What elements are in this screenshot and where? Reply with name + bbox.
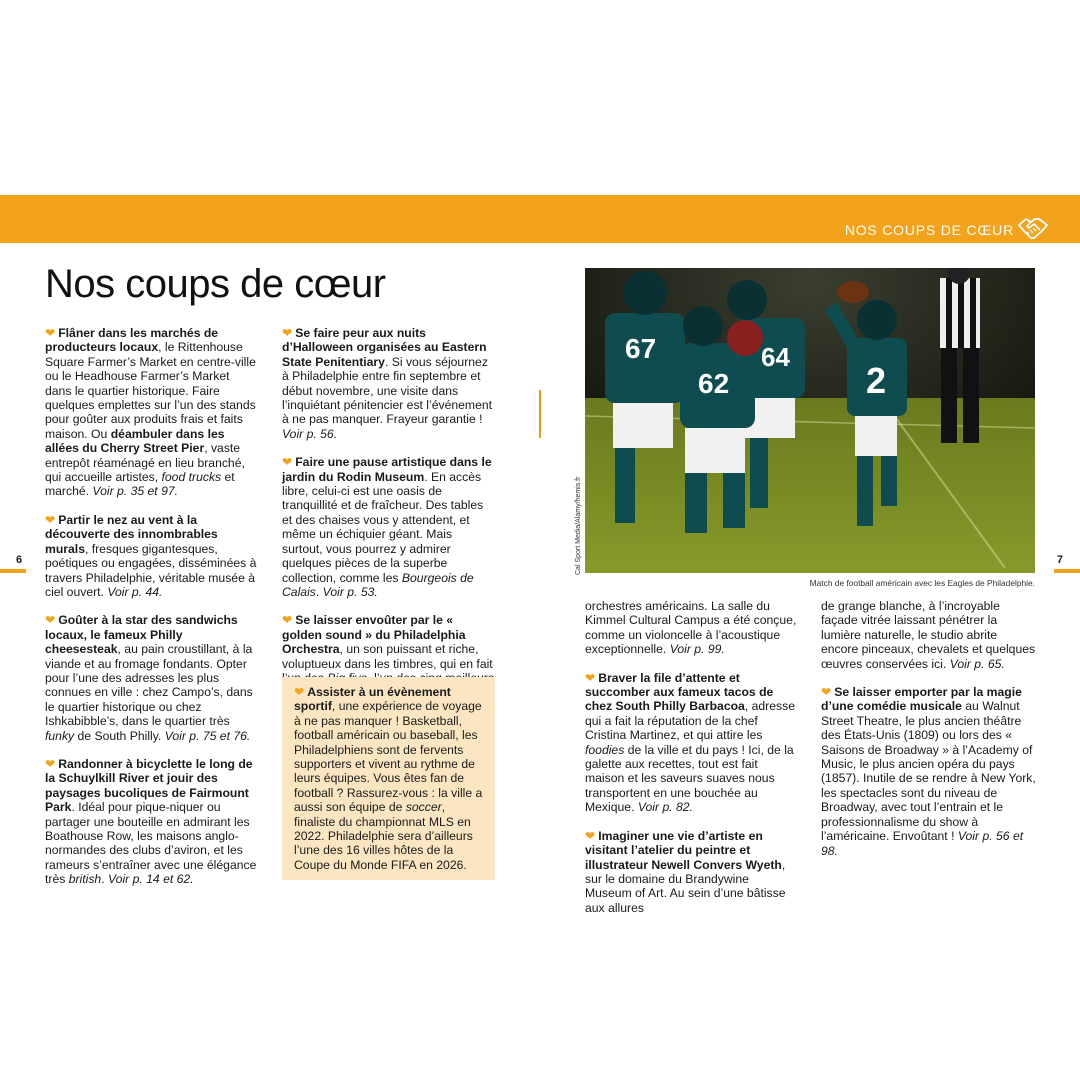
jersey-number: 64 <box>761 342 790 372</box>
entry-halloween: ❤ Se faire peur aux nuits d’Halloween organisées au Eastern State Penitentiary. Si vous séjournez à Philadelphie entre fin septembre et début novembre, une visite dans l’inquiétant pénitencier est l’événement à ne pas manquer. Frayeur garantie ! Voir p. 56. <box>282 326 493 441</box>
heart-icon: ❤ <box>821 685 832 700</box>
entry-orchestra: ❤ Se laisser envoûter par le « golden sound » du Philadelphia Orchestra, un son puissant et riche, voluptueux dans les timbres, qui en fait <box>282 613 493 671</box>
heart-icon: ❤ <box>45 613 56 628</box>
entry-cheesesteak: ❤ Goûter à la star des sandwichs locaux, le fameux Philly cheesesteak, au pain croustillant, à la viande et au fromage fondants. Opter pour l’une des adresses les plus connues en ville : chez Campo’s, dans le quartier historique ou chez Ishkabibble’s, dans le quartier très funky de South Philly. Voir p. 75 et 76. <box>45 613 253 743</box>
opponent-helmet <box>727 320 763 356</box>
heart-icon: ❤ <box>585 670 596 685</box>
column-1 <box>45 326 257 901</box>
entry-murals: ❤ Partir le nez au vent à la découverte des innombrables murals, fresques gigantesques, poétiques ou engagées, disséminées à travers Philadelphie, véritable musée à ciel ouvert. Voir p. 44. <box>45 512 257 599</box>
football-photo <box>585 268 1035 573</box>
heart-icon: ❤ <box>585 828 596 843</box>
football <box>837 281 869 303</box>
section-title: NOS COUPS DE CŒUR <box>844 222 1014 238</box>
heart-icon: ❤ <box>45 326 56 340</box>
heart-icon: ❤ <box>45 756 56 771</box>
column-4 <box>821 599 1036 872</box>
page-spine <box>539 390 541 438</box>
column-3 <box>585 599 797 929</box>
entry-wyeth-continued: de grange blanche, à l’incroyable façade vitrée laissant pénétrer la lumière naturelle, le studio abrite encore pinceaux, chevalets et quelques œuvres conservées ici. Voir p. 65. <box>821 599 1036 671</box>
page-title: Nos coups de cœur <box>45 262 386 306</box>
heart-icon: ❤ <box>282 613 293 628</box>
heart-icon: ❤ <box>282 455 293 470</box>
entry-bicycle: ❤ Randonner à bicyclette le long de la Schuylkill River et jouir des paysages bucoliques de Fairmount Park. Idéal pour pique-niquer ou partager une bouteille en admirant les Boathouse Row, les maisons anglo-normandes des clubs d’aviron, et les rameurs s’entraîner avec une élégance très british. Voir p. 14 et 62. <box>45 756 257 887</box>
sport-highlight-box: ❤ Assister à un évènement sportif, une expérience de voyage à ne pas manquer ! Basketball, football américain ou baseball, les Philadelphiens sont de fervents supporters et vivent au rythme de leurs équipes. Vous êtes fan de football ? Rassurez-vous : la ville a aussi son équipe de soccer, finaliste du championnat MLS en 2022. Philadelphie sera d’ailleurs l’une des 16 villes hôtes de la Coupe du Monde FIFA en 2026. <box>282 677 495 880</box>
entry-wyeth: ❤ Imaginer une vie d’artiste en visitant l’atelier du peintre et illustrateur Newell Convers Wyeth, sur le domaine du Brandywine Museum of Art. Au sein d’une bâtisse aux allures <box>585 828 786 915</box>
heart-icon: ❤ <box>294 685 305 699</box>
entry-markets: ❤ Flâner dans les marchés de producteurs locaux, le Rittenhouse Square Farmer’s Market en centre-ville ou le Headhouse Farmer’s Market dans le quartier historique. Faire quelques emplettes sur l’un des stands pour goûter aux produits frais et faits maison. Ou déambuler dans les allées du Cherry Street Pier, vaste entrepôt réaménagé en lieu branché, qui accueille artistes, food trucks et marché. Voir p. 35 et 97. <box>45 326 256 499</box>
column-2 <box>282 326 495 699</box>
heart-icon: ❤ <box>282 326 293 340</box>
heart-icon: ❤ <box>45 512 56 527</box>
entry-orchestra-continued: orchestres américains. La salle du Kimmel Cultural Campus a été conçue, comme un violoncelle à l’acoustique exceptionnelle. Voir p. 99. <box>585 599 797 657</box>
entry-musical: ❤ Se laisser emporter par la magie d’une comédie musicale au Walnut Street Theatre, le plus ancien théâtre des États-Unis (1809) ou lors des « Saisons de Broadway » à l’Academy of Music, le plus ancien opéra du pays (1857). Inutile de se rendre à New York, les spectacles sont du niveau de Broadway, avec tout l’entrain et le professionnalisme du show à l’américaine. Envoûtant ! Voir p. 56 et 98. <box>821 685 1036 858</box>
header-band <box>0 195 1080 243</box>
jersey-number: 2 <box>866 360 887 401</box>
photo-credit: Cal Sport Media/Alamy/hemis.fr <box>575 476 582 575</box>
handshake-icon <box>1018 216 1048 242</box>
photo-caption: Match de football américain avec les Eagles de Philadelphie. <box>809 578 1035 588</box>
jersey-number: 62 <box>698 368 730 399</box>
page-number-right: 7 <box>1056 554 1063 566</box>
page-tick-left <box>0 569 26 573</box>
entry-barbacoa: ❤ Braver la file d’attente et succomber aux fameux tacos de chez South Philly Barbacoa, adresse qui a fait la réputation de la chef Cristina Martinez, et qui attire les foodies de la ville et du pays ! Ici, de la galette aux recettes, tout est fait maison et les saveurs suaves nous transportent en une bouchée au Mexique. Voir p. 82. <box>585 670 795 815</box>
page-tick-right <box>1054 569 1080 573</box>
entry-rodin: ❤ Faire une pause artistique dans le jardin du Rodin Museum. En accès libre, celui-ci est une oasis de tranquillité et de fraîcheur. Des tables et des chaises vous y attendent, et même un échiquier géant. Mais surtout, vous pourrez y admirer quelques pièces de la superbe collection, comme les Bourgeois de Calais. Voir p. 53. <box>282 455 492 599</box>
jersey-number: 67 <box>625 333 657 364</box>
page-number-left: 6 <box>16 554 23 566</box>
